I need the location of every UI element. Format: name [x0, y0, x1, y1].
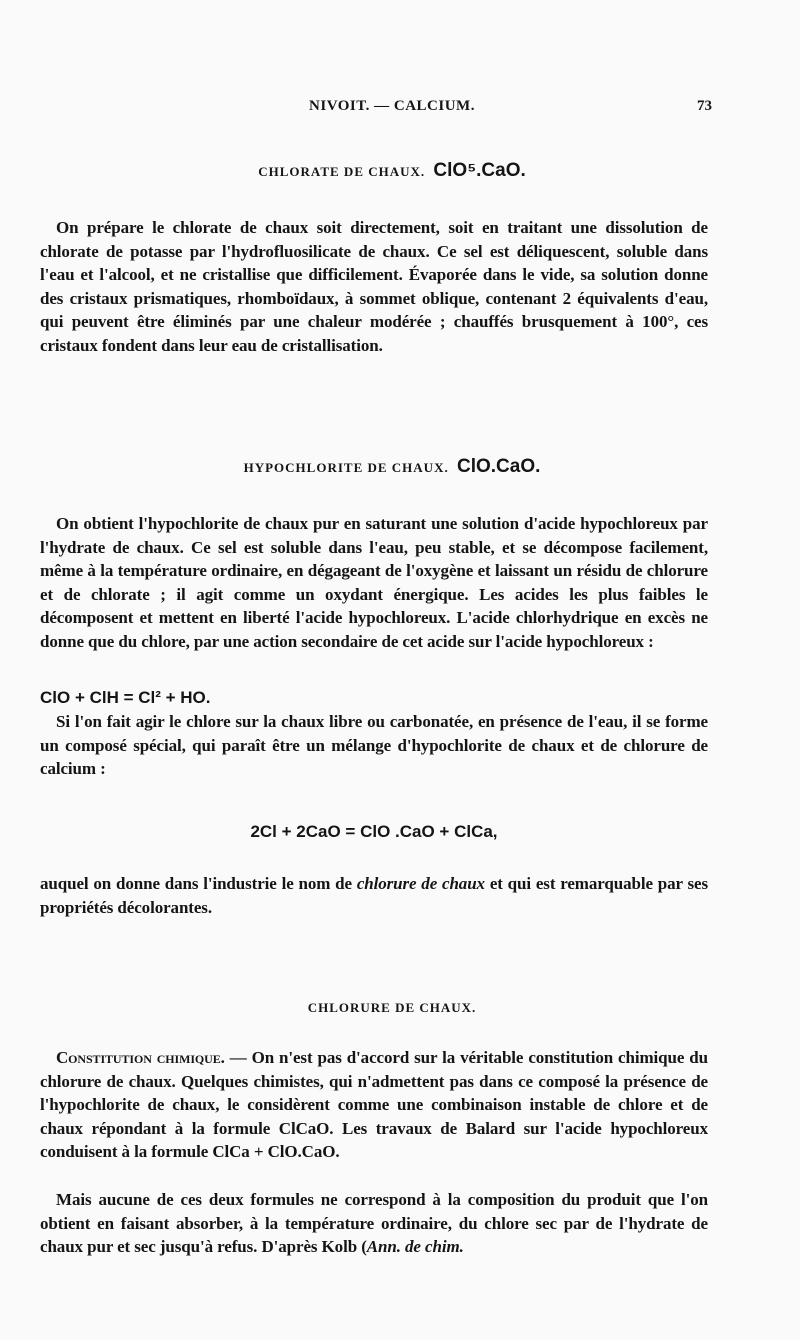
paragraph-hypochlorite-1: On obtient l'hypochlorite de chaux pur en saturant une solution d'acide hypochloreux par l'hydrate de chaux. Ce sel est soluble dans l'eau, peu stable, et se décompose facilement, même à la température ordinaire, en dégageant de l'oxygène et laissant un résidu de chlorure et de chlorate ; il agit comme un oxydant énergique. Les acides les plus faibles le décomposent et mettent en liberté l'acide hypochloreux. L'acide chlorhydrique en excès ne donne que du chlore, par une action secondaire de cet acide sur l'acide hypochloreux : — [40, 514, 708, 651]
section-title-text: CHLORURE DE CHAUX. — [307, 1000, 477, 1015]
paragraph-hypochlorite-2: Si l'on fait agir le chlore sur la chaux libre ou carbonatée, en présence de l'eau, il se forme un composé spécial, qui paraît être un mélange d'hypochlorite de chaux et de chlorure de calcium : — [40, 712, 708, 778]
paragraph-hypochlorite-3 — [40, 872, 708, 919]
running-title: NIVOIT. — CALCIUM. — [309, 98, 475, 114]
citation-italic: Ann. de chim. — [366, 1237, 464, 1256]
section-title-text: HYPOCHLORITE DE CHAUX. — [243, 460, 449, 475]
paragraph-constitution — [40, 1046, 708, 1164]
section-title-text: CHLORATE DE CHAUX. — [258, 164, 426, 179]
paragraph-kolb — [40, 1188, 708, 1259]
paragraph-text: et qui est remarquable par ses propriétés décolorantes. — [40, 874, 709, 917]
section-title-hypochlorite — [72, 456, 712, 478]
paragraph-text: Mais aucune de ces deux formules ne correspond à la composition du produit que l'on obtient en faisant absorber, à la température ordinaire, du chlore sec par de l'hydrate de chaux pur et sec jusqu'à refus. D'après Kolb ( — [40, 1190, 708, 1256]
reaction-chlore-chaux: 2Cl + 2CaO = ClO .CaO + ClCa, — [250, 822, 498, 841]
paragraph-italic-term: chlorure de chaux — [356, 874, 485, 893]
running-head — [72, 98, 712, 122]
paragraph-lead: Constitution chimique. — [56, 1048, 225, 1067]
paragraph-text: auquel on donne dans l'industrie le nom de — [40, 874, 352, 893]
section-formula: ClO⁵.CaO. — [433, 160, 526, 181]
page-number: 73 — [697, 98, 712, 114]
paragraph-text: — On n'est pas d'accord sur la véritable constitution chimique du chlorure de chaux. Quelques chimistes, qui n'admettent pas dans ce composé la présence de l'hypochlorite de chaux, le considèrent comme une combinaison instable de chlore et de chaux répondant à la formule ClCaO. Les travaux de Balard sur l'acide hypochloreux conduisent à la formule ClCa + ClO.CaO. — [40, 1048, 708, 1161]
reaction-hcl: ClO + ClH = Cl² + HO. — [40, 688, 211, 707]
paragraph-chlorate: On prépare le chlorate de chaux soit directement, soit en traitant une dissolution de chlorate de potasse par l'hydrofluosilicate de chaux. Ce sel est déliquescent, soluble dans l'eau et l'alcool, et ne cristallise que difficilement. Évaporée dans le vide, sa solution donne des cristaux prismatiques, rhomboïdaux, à sommet oblique, contenant 2 équivalents d'eau, qui peuvent être éliminés par une chaleur modérée ; chauffés brusquement à 100°, ces cristaux fondent dans leur eau de cristallisation. — [40, 218, 708, 355]
section-title-chlorate — [72, 160, 712, 182]
section-title-chlorure — [72, 1000, 712, 1016]
section-formula: ClO.CaO. — [456, 456, 541, 477]
